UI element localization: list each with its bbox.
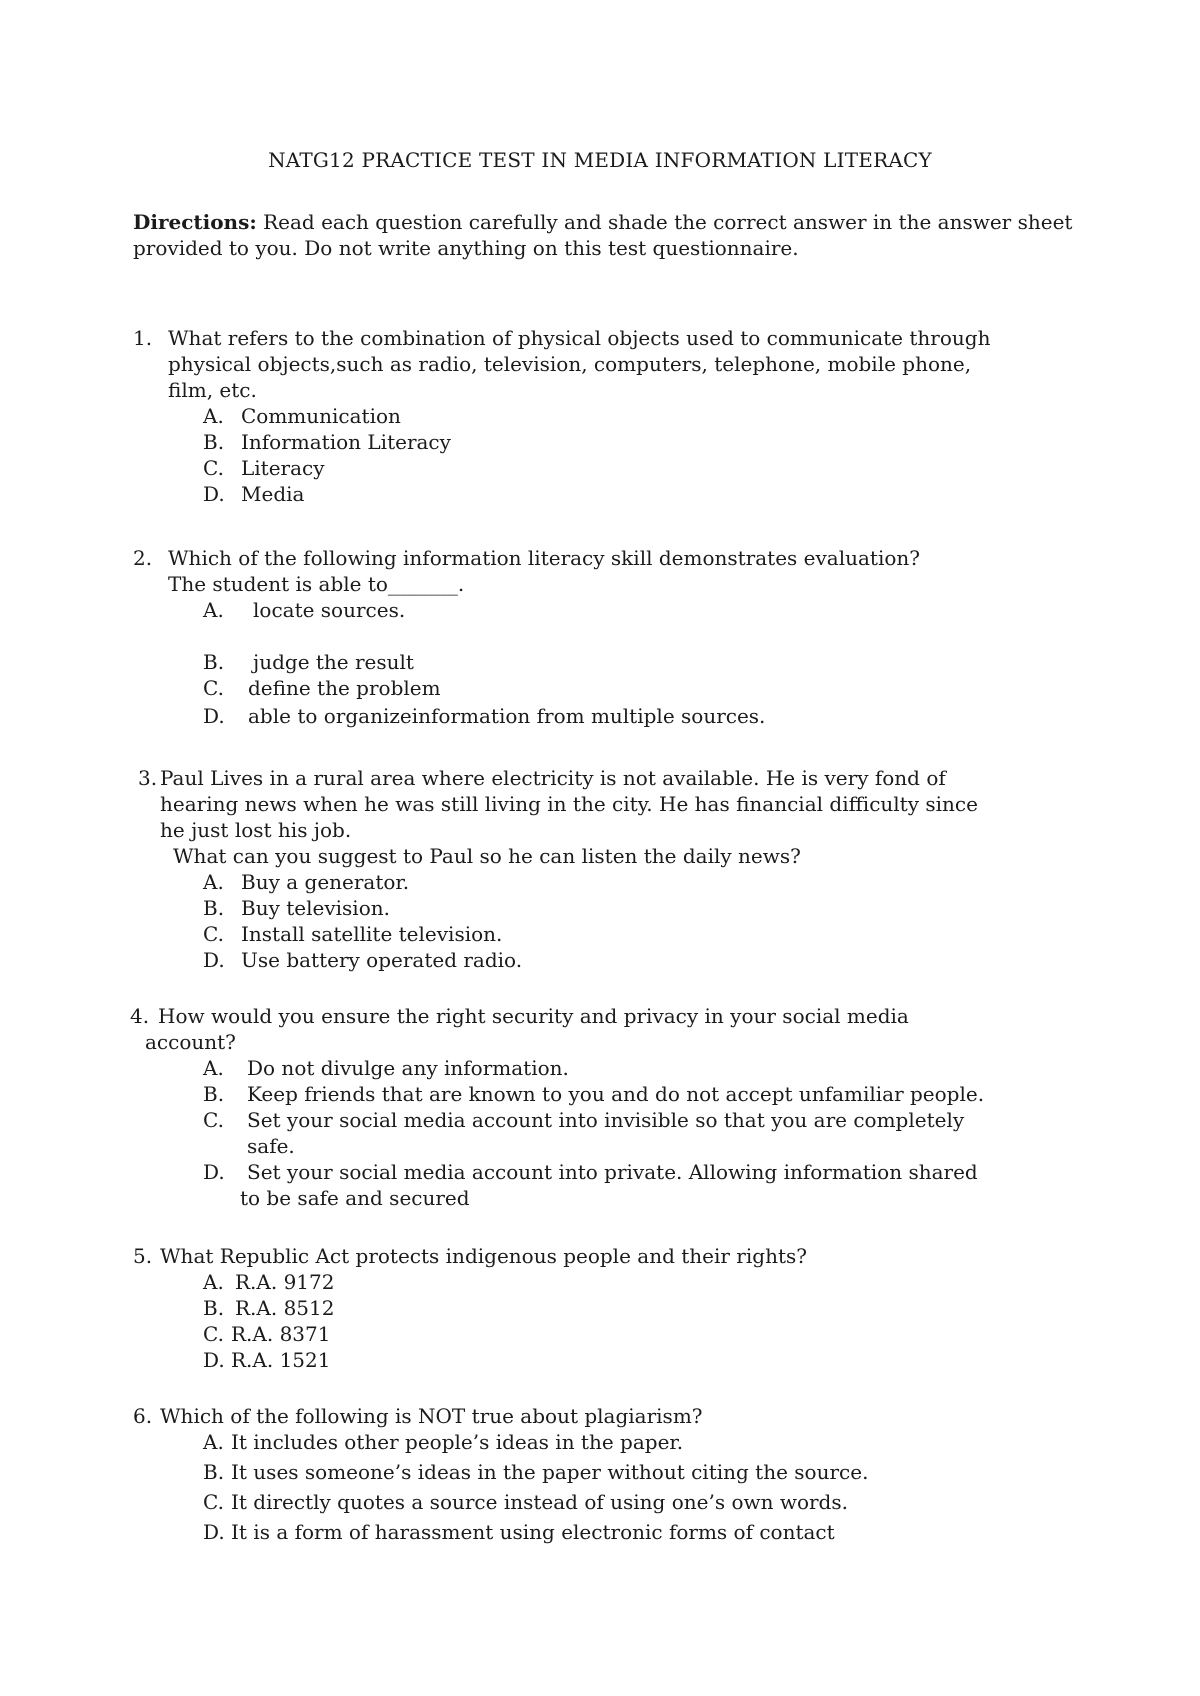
question-number: 2.	[133, 546, 153, 570]
directions	[133, 209, 1073, 261]
question-text: Paul Lives in a rural area where electricity is not available. He is very fond of	[160, 766, 946, 790]
question-number: 1.	[133, 326, 153, 350]
option-letter: D.	[203, 1160, 225, 1184]
option-text: R.A. 1521	[231, 1348, 331, 1372]
question-text: What can you suggest to Paul so he can listen the daily news?	[173, 844, 801, 868]
option-text: able to organizeinformation from multiple sources.	[248, 704, 766, 728]
option-text: R.A. 8371	[231, 1322, 331, 1346]
option-letter: A.	[203, 1270, 224, 1294]
option-text: judge the result	[253, 650, 414, 674]
option-text: Use battery operated radio.	[241, 948, 523, 972]
question-text: How would you ensure the right security and privacy in your social media	[158, 1004, 909, 1028]
option-text: R.A. 8512	[235, 1296, 335, 1320]
option-text: It is a form of harassment using electronic forms of contact	[231, 1520, 835, 1544]
option-c	[203, 921, 502, 947]
option-letter: B.	[203, 430, 225, 454]
option-text: Set your social media account into private. Allowing information shared	[247, 1160, 978, 1184]
option-letter: D.	[203, 1348, 225, 1372]
option-letter: A.	[203, 598, 224, 622]
option-c	[203, 1489, 848, 1515]
option-a	[203, 1429, 683, 1455]
option-a	[203, 403, 401, 429]
option-letter: B.	[203, 1460, 225, 1484]
option-letter: D.	[203, 948, 225, 972]
question-text: he just lost his job.	[160, 818, 352, 842]
option-letter: C.	[203, 922, 224, 946]
option-c-continued: safe.	[247, 1134, 295, 1158]
question-text: Which of the following information literacy skill demonstrates evaluation?	[168, 546, 920, 570]
option-letter: A.	[203, 404, 224, 428]
option-d	[203, 481, 304, 507]
directions-text: Read each question carefully and shade the correct answer in the answer sheet provided to you. Do not write anything on this test questionnaire.	[133, 210, 1073, 260]
option-a	[203, 597, 405, 623]
option-d	[203, 1519, 835, 1545]
option-text: Install satellite television.	[241, 922, 503, 946]
option-letter: A.	[203, 870, 224, 894]
option-b	[203, 649, 414, 675]
option-d	[203, 947, 522, 973]
option-b	[203, 1459, 868, 1485]
option-letter: C.	[203, 1322, 224, 1346]
option-letter: C.	[203, 1108, 224, 1132]
option-b	[203, 895, 390, 921]
question-text: hearing news when he was still living in the city. He has financial difficulty since	[160, 792, 978, 816]
option-text: locate sources.	[253, 598, 406, 622]
question-text: film, etc.	[168, 378, 257, 402]
option-d	[203, 703, 765, 729]
option-text: Set your social media account into invisible so that you are completely	[247, 1108, 965, 1132]
option-letter: A.	[203, 1430, 224, 1454]
question-number: 3.	[138, 766, 158, 790]
option-text: R.A. 9172	[235, 1270, 335, 1294]
option-letter: D.	[203, 704, 225, 728]
option-c	[203, 675, 441, 701]
option-d-continued: to be safe and secured	[240, 1186, 470, 1210]
option-text: It directly quotes a source instead of using one’s own words.	[231, 1490, 848, 1514]
option-text: Do not divulge any information.	[247, 1056, 569, 1080]
question-text: Which of the following is NOT true about plagiarism?	[160, 1404, 703, 1428]
option-letter: C.	[203, 456, 224, 480]
question-text: The student is able to_______.	[168, 572, 465, 596]
option-letter: B.	[203, 1296, 225, 1320]
option-text: Communication	[241, 404, 401, 428]
option-a	[203, 869, 409, 895]
option-letter: D.	[203, 482, 225, 506]
option-b	[203, 1295, 334, 1321]
option-letter: A.	[203, 1056, 224, 1080]
question-number: 5.	[133, 1244, 153, 1268]
option-text: Keep friends that are known to you and do not accept unfamiliar people.	[247, 1082, 985, 1106]
option-b	[203, 1081, 984, 1107]
option-text: It includes other people’s ideas in the paper.	[231, 1430, 684, 1454]
option-text: Media	[241, 482, 305, 506]
page-title: NATG12 PRACTICE TEST IN MEDIA INFORMATION LITERACY	[268, 148, 932, 172]
option-text: Buy television.	[241, 896, 390, 920]
option-a	[203, 1269, 334, 1295]
option-letter: C.	[203, 1490, 224, 1514]
question-number: 4.	[130, 1004, 150, 1028]
option-text: Information Literacy	[241, 430, 451, 454]
option-letter: C.	[203, 676, 224, 700]
directions-label: Directions:	[133, 210, 257, 234]
option-letter: B.	[203, 650, 225, 674]
option-letter: B.	[203, 1082, 225, 1106]
option-letter: D.	[203, 1520, 225, 1544]
option-text: It uses someone’s ideas in the paper without citing the source.	[231, 1460, 869, 1484]
question-text: account?	[145, 1030, 236, 1054]
question-text: What refers to the combination of physical objects used to communicate through	[168, 326, 991, 350]
option-d	[203, 1347, 330, 1373]
option-d	[203, 1159, 978, 1185]
option-b	[203, 429, 451, 455]
option-a	[203, 1055, 569, 1081]
option-c	[203, 1107, 964, 1133]
option-letter: B.	[203, 896, 225, 920]
option-text: Buy a generator.	[241, 870, 410, 894]
option-c	[203, 455, 325, 481]
option-text: Literacy	[241, 456, 325, 480]
option-text: define the problem	[248, 676, 441, 700]
option-c	[203, 1321, 330, 1347]
question-number: 6.	[133, 1404, 153, 1428]
question-text: physical objects,such as radio, television, computers, telephone, mobile phone,	[168, 352, 972, 376]
question-text: What Republic Act protects indigenous people and their rights?	[160, 1244, 807, 1268]
